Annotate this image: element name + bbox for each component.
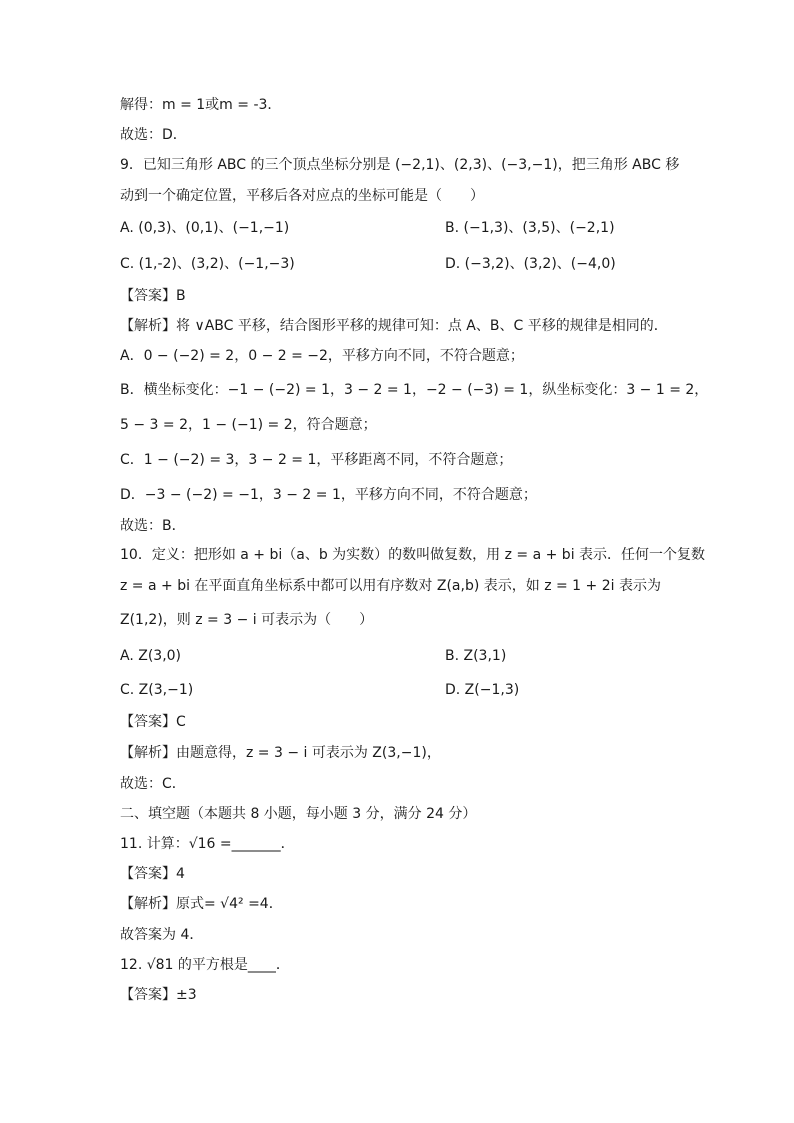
option-d: D. (−3,2)、(3,2)、(−4,0) bbox=[445, 256, 616, 272]
option-b: B. (−1,3)、(3,5)、(−2,1) bbox=[445, 220, 615, 236]
question-10-stem: 10．定义：把形如 a + bi（a、b 为实数）的数叫做复数，用 z = a + bi 表示．任何一个复数 bbox=[120, 547, 706, 563]
text-line: 5 − 3 = 2，1 − (−1) = 2，符合题意； bbox=[120, 417, 377, 433]
question-10-stem-cont: Z(1,2)，则 z = 3 − i 可表示为（ ） bbox=[120, 612, 374, 628]
answer-label: 【答案】±3 bbox=[120, 987, 197, 1003]
text-line: 故答案为 4． bbox=[120, 927, 204, 943]
section-heading: 二、填空题（本题共 8 小题，每小题 3 分，满分 24 分） bbox=[120, 806, 477, 822]
question-11-stem: 11. 计算：√16 =_______． bbox=[120, 836, 295, 852]
option-c: C. Z(3,−1) bbox=[120, 682, 194, 698]
question-9-stem: 9．已知三角形 ABC 的三个顶点坐标分别是 (−2,1)、(2,3)、(−3,−1)，把三角形 ABC 移 bbox=[120, 157, 680, 173]
option-a: A. (0,3)、(0,1)、(−1,−1) bbox=[120, 220, 290, 236]
answer-label: 【答案】C bbox=[120, 714, 186, 730]
text-line: C．1 − (−2) = 3，3 − 2 = 1，平移距离不同，不符合题意； bbox=[120, 452, 513, 468]
text-line: 故选：B． bbox=[120, 518, 186, 534]
question-12-stem: 12. √81 的平方根是____． bbox=[120, 957, 290, 973]
text-line: 解得：m = 1或m = -3． bbox=[120, 97, 282, 113]
analysis-text: 【解析】将 ∨ABC 平移，结合图形平移的规律可知：点 A、B、C 平移的规律是相同的． bbox=[120, 318, 668, 334]
answer-label: 【答案】B bbox=[120, 288, 186, 304]
text-line: D．−3 − (−2) = −1，3 − 2 = 1，平移方向不同，不符合题意； bbox=[120, 487, 537, 503]
analysis-text: 【解析】原式= √4² =4． bbox=[120, 896, 283, 912]
question-9-stem-cont: 动到一个确定位置，平移后各对应点的坐标可能是（ ） bbox=[120, 188, 484, 204]
analysis-text: 【解析】由题意得，z = 3 − i 可表示为 Z(3,−1)， bbox=[120, 745, 441, 761]
question-10-stem-cont: z = a + bi 在平面直角坐标系中都可以用有序数对 Z(a,b) 表示，如 z = 1 + 2i 表示为 bbox=[120, 578, 661, 594]
answer-label: 【答案】4 bbox=[120, 866, 185, 882]
option-d: D. Z(−1,3) bbox=[445, 682, 520, 698]
option-b: B. Z(3,1) bbox=[445, 648, 507, 664]
text-line: 故选：D． bbox=[120, 127, 187, 143]
option-a: A. Z(3,0) bbox=[120, 648, 182, 664]
text-line: 故选：C． bbox=[120, 776, 186, 792]
text-line: B．横坐标变化：−1 − (−2) = 1，3 − 2 = 1，−2 − (−3) = 1，纵坐标变化：3 − 1 = 2， bbox=[120, 382, 709, 398]
option-c: C. (1,-2)、(3,2)、(−1,−3) bbox=[120, 256, 295, 272]
text-line: A．0 − (−2) = 2，0 − 2 = −2，平移方向不同，不符合题意； bbox=[120, 348, 524, 364]
